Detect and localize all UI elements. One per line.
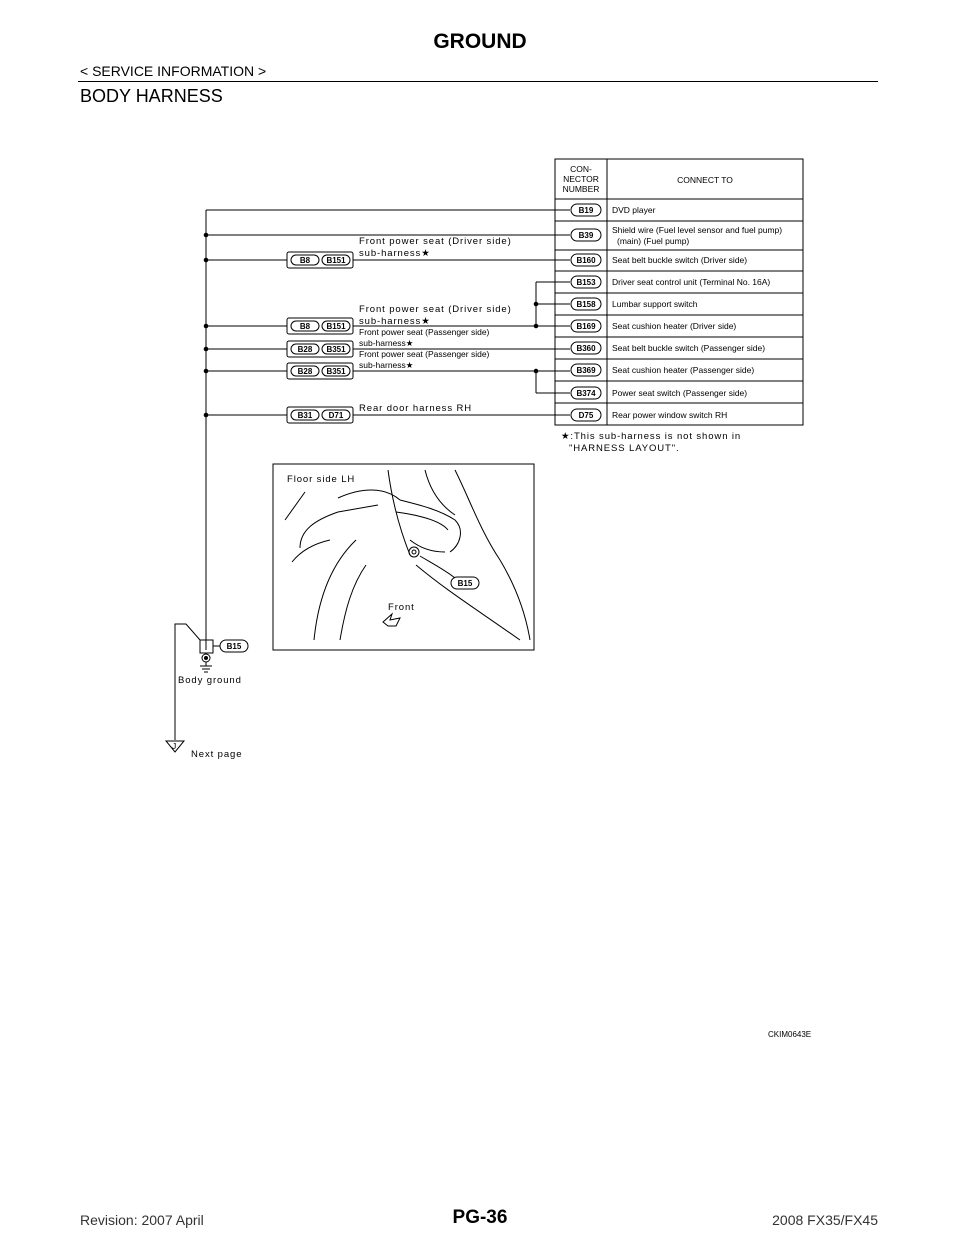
harness-connector-id: B151 bbox=[326, 256, 346, 265]
harness-connector-id: B8 bbox=[299, 322, 311, 331]
connect-to-desc-line2: (main) (Fuel pump) bbox=[617, 236, 690, 246]
harness-label: Front power seat (Driver side) bbox=[359, 236, 512, 247]
connect-to-desc: Seat cushion heater (Passenger side) bbox=[612, 365, 755, 375]
harness-label bbox=[359, 316, 431, 327]
connect-to-desc: Shield wire (Fuel level sensor and fuel pump) bbox=[612, 225, 783, 235]
note-text: :This sub-harness is not shown in bbox=[570, 431, 742, 442]
sub-harness-text: sub-harness bbox=[359, 316, 422, 327]
connect-to-desc: Seat belt buckle switch (Driver side) bbox=[612, 255, 748, 265]
connect-to-desc: Rear power window switch RH bbox=[612, 410, 728, 420]
connector-id: B160 bbox=[576, 256, 596, 265]
harness-label bbox=[359, 338, 414, 348]
figure-code: CKIM0643E bbox=[768, 1030, 812, 1039]
page-title: GROUND bbox=[433, 30, 527, 53]
star-icon: ★ bbox=[561, 431, 571, 442]
connector-id: B369 bbox=[576, 366, 596, 375]
section-title: BODY HARNESS bbox=[80, 86, 223, 106]
note-line-2: "HARNESS LAYOUT". bbox=[569, 443, 680, 454]
connect-to-desc: Driver seat control unit (Terminal No. 16A) bbox=[612, 277, 771, 287]
connector-id: B360 bbox=[576, 344, 596, 353]
connector-id: B374 bbox=[576, 389, 596, 398]
connect-to-desc: Seat cushion heater (Driver side) bbox=[612, 321, 737, 331]
table-header-connector-1: CON- bbox=[570, 164, 592, 174]
star-icon: ★ bbox=[421, 316, 431, 327]
body-ground-label: Body ground bbox=[178, 675, 242, 686]
page-number: PG-36 bbox=[452, 1207, 508, 1228]
table-header-connect-to: CONNECT TO bbox=[677, 175, 733, 185]
inset-connector-id: B15 bbox=[457, 579, 473, 588]
connector-id: B169 bbox=[576, 322, 596, 331]
sub-harness-text: sub-harness bbox=[359, 338, 406, 348]
harness-label bbox=[359, 360, 414, 370]
harness-connector-id: B31 bbox=[297, 411, 313, 420]
connector-id: B153 bbox=[576, 278, 596, 287]
revision-text: Revision: 2007 April bbox=[80, 1212, 204, 1228]
table-header-connector-3: NUMBER bbox=[562, 184, 600, 194]
next-page-marker: J bbox=[172, 741, 177, 751]
connector-id: B39 bbox=[578, 231, 594, 240]
star-icon: ★ bbox=[405, 338, 414, 348]
sub-harness-text: sub-harness bbox=[359, 248, 422, 259]
ground-connector-id: B15 bbox=[226, 642, 242, 651]
harness-label: Front power seat (Driver side) bbox=[359, 304, 512, 315]
harness-label bbox=[359, 248, 431, 259]
harness-connector-id: B151 bbox=[326, 322, 346, 331]
harness-connector-id: B28 bbox=[297, 345, 313, 354]
next-page-label: Next page bbox=[191, 749, 243, 760]
connect-to-desc: Seat belt buckle switch (Passenger side) bbox=[612, 343, 766, 353]
harness-connector-id: B28 bbox=[297, 367, 313, 376]
harness-connector-id: D71 bbox=[328, 411, 344, 420]
harness-label: Rear door harness RH bbox=[359, 403, 473, 414]
harness-connector-id: B8 bbox=[299, 256, 311, 265]
connect-to-desc: Power seat switch (Passenger side) bbox=[612, 388, 748, 398]
table-header-connector-2: NECTOR bbox=[563, 174, 599, 184]
harness-label: Front power seat (Passenger side) bbox=[359, 349, 490, 359]
inset-front-label: Front bbox=[388, 602, 415, 613]
harness-label: Front power seat (Passenger side) bbox=[359, 327, 490, 337]
connector-id: B19 bbox=[578, 206, 594, 215]
harness-connector-id: B351 bbox=[326, 345, 346, 354]
note-line-1 bbox=[561, 431, 741, 442]
star-icon: ★ bbox=[405, 360, 414, 370]
sub-harness-text: sub-harness bbox=[359, 360, 406, 370]
star-icon: ★ bbox=[421, 248, 431, 259]
inset-floor-side-label: Floor side LH bbox=[287, 474, 356, 485]
harness-connector-id: B351 bbox=[326, 367, 346, 376]
connect-to-desc: Lumbar support switch bbox=[612, 299, 698, 309]
connect-to-desc: DVD player bbox=[612, 205, 656, 215]
breadcrumb[interactable]: < SERVICE INFORMATION > bbox=[80, 63, 267, 79]
connector-id: D75 bbox=[578, 411, 594, 420]
model-text: 2008 FX35/FX45 bbox=[772, 1212, 878, 1228]
connector-id: B158 bbox=[576, 300, 596, 309]
